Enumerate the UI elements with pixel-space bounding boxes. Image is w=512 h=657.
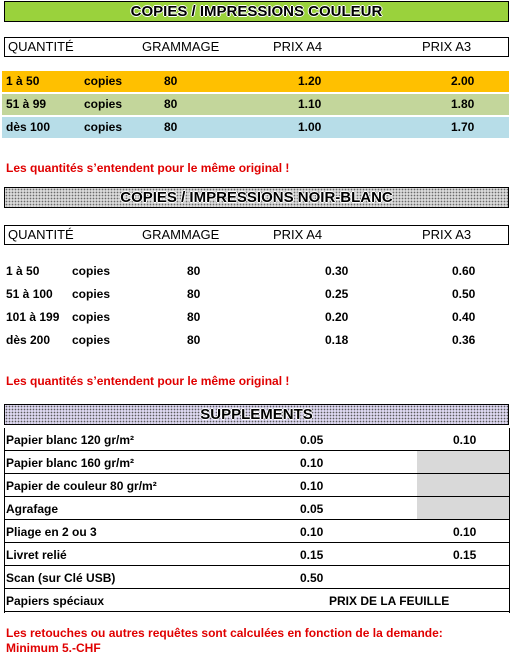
- supplement-a4: 0.10: [300, 525, 324, 539]
- price-a3-cell: 1.80: [451, 97, 475, 111]
- supplements-title: [4, 404, 509, 425]
- header-price-a3: PRIX A3: [422, 39, 472, 54]
- supplement-row: [4, 544, 510, 566]
- quantity-cell: 51 à 99: [6, 97, 47, 111]
- price-a3-cell: 1.70: [451, 120, 475, 134]
- special-paper-row: [4, 590, 510, 612]
- header-quantity: QUANTITÉ: [8, 227, 74, 242]
- supplement-a3: 0.15: [453, 548, 477, 562]
- quantity-cell: 1 à 50: [6, 264, 40, 278]
- supplement-label: Papier de couleur 80 gr/m²: [6, 479, 157, 493]
- supplements-left-border: [4, 428, 5, 613]
- supplement-a3: 0.10: [453, 525, 477, 539]
- color-row: [2, 71, 509, 92]
- supplement-a4: 0.05: [300, 502, 324, 516]
- weight-cell: 80: [187, 333, 201, 347]
- header-grammage: GRAMMAGE: [142, 39, 220, 54]
- header-price-a4: PRIX A4: [273, 227, 323, 242]
- price-a4-cell: 0.30: [325, 264, 349, 278]
- quantity-cell: 51 à 100: [6, 287, 53, 301]
- supplement-a4: 0.10: [300, 479, 324, 493]
- supplement-row: [4, 521, 510, 543]
- price-a3-cell: 0.60: [452, 264, 476, 278]
- header-price-a3: PRIX A3: [422, 227, 472, 242]
- supplement-label: Agrafage: [6, 502, 59, 516]
- supplement-a3: 0.10: [453, 433, 477, 447]
- color-title-text: COPIES / IMPRESSIONS COULEUR: [130, 3, 383, 20]
- price-a3-cell: 0.40: [452, 310, 476, 324]
- color-row: [2, 94, 509, 115]
- unit-cell: copies: [72, 264, 111, 278]
- price-a4-cell: 1.10: [298, 97, 322, 111]
- supplement-a4: 0.05: [300, 433, 324, 447]
- unit-cell: copies: [84, 120, 123, 134]
- quantity-cell: dès 200: [6, 333, 51, 347]
- supplement-label: Livret relié: [6, 548, 67, 562]
- bw-table-header: [4, 225, 509, 245]
- footnote-line1: Les retouches ou autres requêtes sont calculées en fonction de la demande:: [6, 626, 443, 640]
- unit-cell: copies: [72, 287, 111, 301]
- weight-cell: 80: [164, 74, 178, 88]
- color-table-header: [4, 37, 509, 57]
- supplement-row: [4, 429, 510, 451]
- supplement-row: [4, 567, 510, 589]
- header-grammage: GRAMMAGE: [142, 227, 220, 242]
- bw-title-text: COPIES / IMPRESSIONS NOIR-BLANC: [120, 189, 393, 206]
- unit-cell: copies: [84, 74, 123, 88]
- price-a4-cell: 1.20: [298, 74, 322, 88]
- bw-note: Les quantités s’entendent pour le même original !: [6, 374, 290, 388]
- bw-section-title: [4, 187, 509, 208]
- price-a4-cell: 0.18: [325, 333, 349, 347]
- price-a4-cell: 0.25: [325, 287, 349, 301]
- weight-cell: 80: [187, 310, 201, 324]
- footnote-line2: Minimum 5.-CHF: [6, 641, 101, 655]
- supplement-a4: 0.50: [300, 571, 324, 585]
- weight-cell: 80: [164, 97, 178, 111]
- supplement-a4: 0.15: [300, 548, 324, 562]
- footnote: [6, 626, 443, 656]
- supplements-title-text: SUPPLEMENTS: [200, 406, 313, 423]
- supplement-label: Papier blanc 160 gr/m²: [6, 456, 135, 470]
- weight-cell: 80: [187, 264, 201, 278]
- unit-cell: copies: [72, 333, 111, 347]
- supplement-row: [4, 475, 510, 497]
- color-row: [2, 117, 509, 138]
- supplement-label: Scan (sur Clé USB): [6, 571, 116, 585]
- header-quantity: QUANTITÉ: [8, 39, 74, 54]
- bw-row: [2, 307, 509, 328]
- quantity-cell: dès 100: [6, 120, 51, 134]
- price-a3-cell: 0.36: [452, 333, 476, 347]
- price-a3-cell: 2.00: [451, 74, 475, 88]
- price-a4-cell: 0.20: [325, 310, 349, 324]
- color-note: Les quantités s’entendent pour le même original !: [6, 161, 290, 175]
- bw-row: [2, 284, 509, 305]
- quantity-cell: 1 à 50: [6, 74, 40, 88]
- special-paper-label: Papiers spéciaux: [6, 594, 105, 608]
- color-section-title: [4, 1, 509, 22]
- bw-row: [2, 261, 509, 282]
- supplement-label: Papier blanc 120 gr/m²: [6, 433, 135, 447]
- supplement-row: [4, 452, 510, 474]
- special-paper-value: PRIX DE LA FEUILLE: [329, 594, 450, 608]
- price-a4-cell: 1.00: [298, 120, 322, 134]
- bw-row: [2, 330, 509, 351]
- weight-cell: 80: [164, 120, 178, 134]
- unit-cell: copies: [84, 97, 123, 111]
- supplement-label: Pliage en 2 ou 3: [6, 525, 97, 539]
- price-a3-cell: 0.50: [452, 287, 476, 301]
- supplements-right-border: [509, 428, 510, 613]
- header-price-a4: PRIX A4: [273, 39, 323, 54]
- supplement-a4: 0.10: [300, 456, 324, 470]
- quantity-cell: 101 à 199: [6, 310, 60, 324]
- supplement-row: [4, 498, 510, 520]
- weight-cell: 80: [187, 287, 201, 301]
- unit-cell: copies: [72, 310, 111, 324]
